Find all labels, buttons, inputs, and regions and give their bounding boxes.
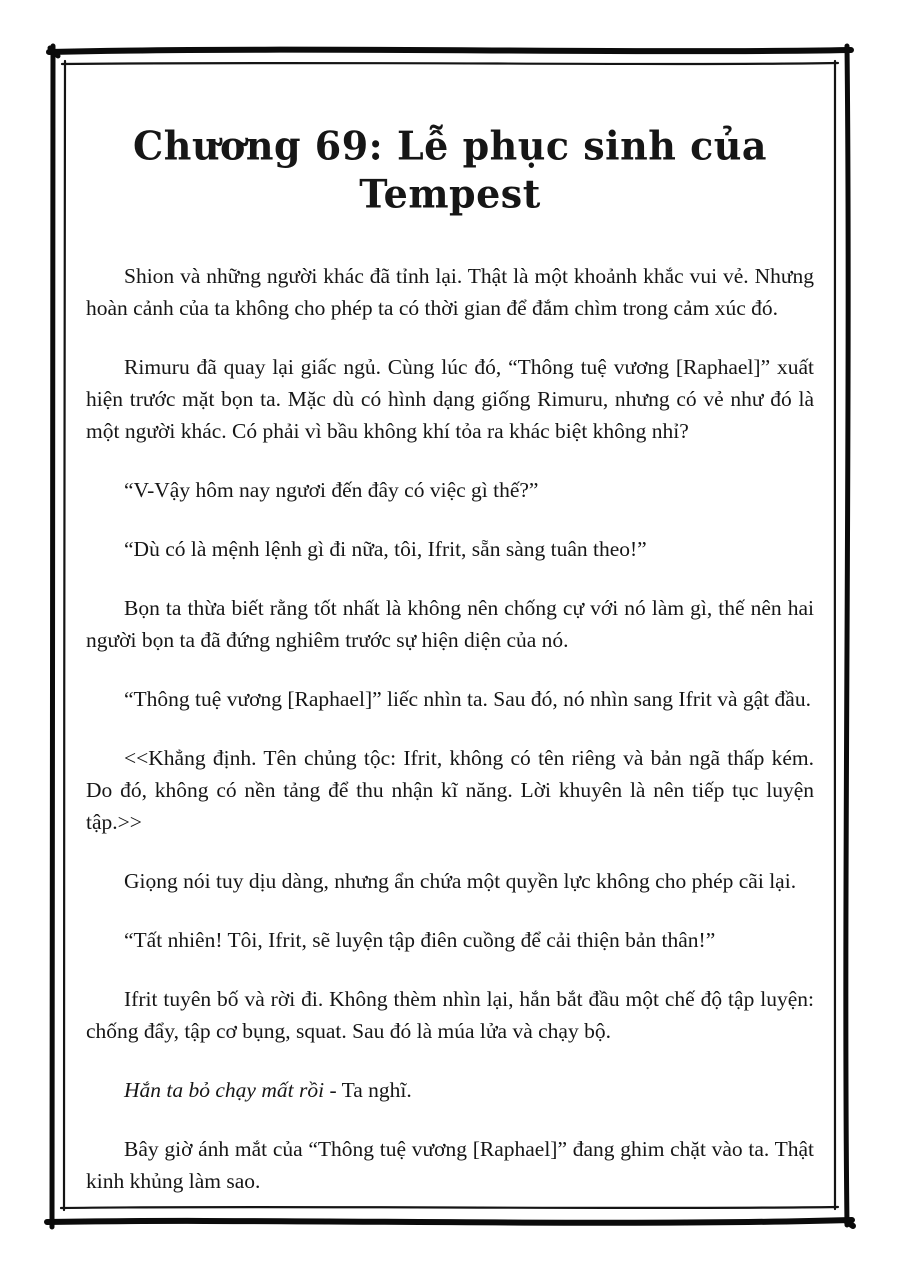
paragraph: Bọn ta thừa biết rằng tốt nhất là không nên chống cự với nó làm gì, thế nên hai người bọn ta đã đứng nghiêm trước sự hiện diện của nó. (86, 596, 814, 652)
paragraph-dialogue: “Dù có là mệnh lệnh gì đi nữa, tôi, Ifrit, sẵn sàng tuân theo!” (124, 537, 647, 561)
chapter-title: Chương 69: Lễ phục sinh của Tempest (133, 122, 767, 217)
paragraph: Giọng nói tuy dịu dàng, nhưng ẩn chứa một quyền lực không cho phép cãi lại. (124, 869, 797, 893)
paragraph-system-message: <<Khẳng định. Tên chủng tộc: Ifrit, không có tên riêng và bản ngã thấp kém. Do đó, không có nền tảng để thu nhận kĩ năng. Lời khuyên là nên tiếp tục luyện tập.>> (86, 746, 814, 834)
inner-thought-text: Hắn ta bỏ chạy mất rồi (124, 1078, 325, 1102)
chapter-content (86, 122, 814, 1197)
paragraph-dialogue: “V-Vậy hôm nay ngươi đến đây có việc gì thế?” (124, 478, 539, 502)
paragraph: Shion và những người khác đã tỉnh lại. Thật là một khoảnh khắc vui vẻ. Nhưng hoàn cảnh của ta không cho phép ta có thời gian để đắm chìm trong cảm xúc đó. (86, 264, 814, 320)
paragraph-inner-thought (86, 1074, 814, 1106)
paragraph: “Thông tuệ vương [Raphael]” liếc nhìn ta. Sau đó, nó nhìn sang Ifrit và gật đầu. (124, 687, 811, 711)
paragraph: Rimuru đã quay lại giấc ngủ. Cùng lúc đó, “Thông tuệ vương [Raphael]” xuất hiện trước mặt bọn ta. Mặc dù có hình dạng giống Rimuru, nhưng có vẻ như đó là một người khác. Có phải vì bầu không khí tỏa ra khác biệt không nhỉ? (86, 355, 814, 443)
paragraph: Bây giờ ánh mắt của “Thông tuệ vương [Raphael]” đang ghim chặt vào ta. Thật kinh khủng làm sao. (86, 1137, 814, 1193)
paragraph-dialogue: “Tất nhiên! Tôi, Ifrit, sẽ luyện tập điên cuồng để cải thiện bản thân!” (124, 928, 716, 952)
inner-thought-tail: - Ta nghĩ. (324, 1078, 412, 1102)
paragraph: Ifrit tuyên bố và rời đi. Không thèm nhìn lại, hắn bắt đầu một chế độ tập luyện: chống đẩy, tập cơ bụng, squat. Sau đó là múa lửa và chạy bộ. (86, 987, 814, 1043)
